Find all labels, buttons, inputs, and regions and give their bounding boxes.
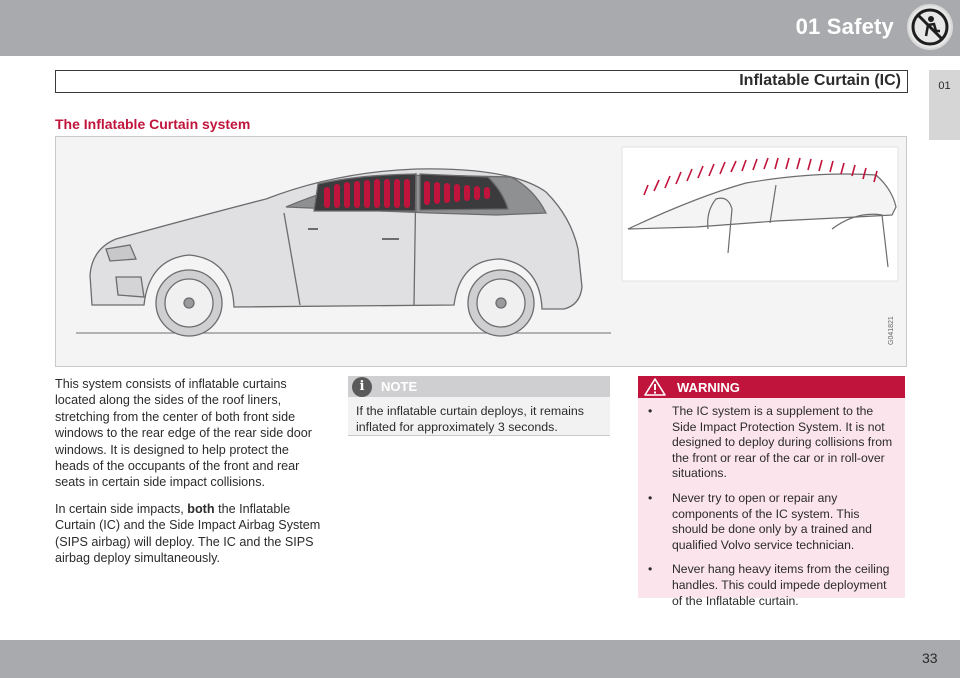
paragraph-2-lead: In certain side impacts,	[55, 501, 188, 516]
bullet-icon: •	[648, 490, 653, 505]
section-heading: The Inflatable Curtain system	[55, 116, 251, 132]
note-text: If the inflatable curtain deploys, it remains inflated for approximately 3 seconds.	[356, 404, 584, 434]
chapter-title: 01 Safety	[795, 14, 894, 39]
page-number: 33	[922, 650, 938, 666]
figure-code: G041821	[888, 316, 895, 345]
note-header	[348, 376, 610, 397]
paragraph-2-bold: both	[187, 501, 215, 516]
note-title: NOTE	[381, 379, 418, 394]
note-box	[348, 376, 610, 436]
warning-item-text: Never try to open or repair any components of the IC system. This should be done only by a trained and qualified Volvo service technician.	[672, 490, 872, 552]
warning-item	[648, 491, 897, 553]
section-title: Inflatable Curtain (IC)	[739, 72, 901, 89]
section-title-bar	[55, 70, 908, 93]
seatbelt-safety-icon	[907, 4, 953, 50]
warning-header	[638, 376, 905, 398]
warning-item	[648, 562, 897, 609]
body-text-column	[55, 376, 325, 576]
curtain-detail-inset	[622, 147, 898, 281]
warning-item-text: The IC system is a supplement to the Side Impact Protection System. It is not designed to deploy during collisions from the front or rear of the car or in roll-over situations.	[672, 404, 893, 481]
chapter-side-tab[interactable]	[929, 70, 960, 140]
warning-title: WARNING	[677, 380, 740, 395]
car-illustration	[55, 136, 907, 367]
paragraph-2-rest: the Inflatable Curtain (IC) and the Side Impact Airbag System (SIPS airbag) will deploy. The IC and the SIPS airbag deploy simultaneously.	[55, 501, 321, 566]
warning-item-text: Never hang heavy items from the ceiling handles. This could impede deployment of the Inflatable curtain.	[672, 562, 890, 608]
car-side-view	[76, 169, 611, 336]
warning-triangle-icon	[644, 378, 666, 401]
body-paragraph-1: This system consists of inflatable curtains located along the sides of the roof liners, stretching from the center of both front side windows to the rear edge of the rear side door windows. It is designed to help protect the heads of the occupants of the front and rear seats in certain side impact collisions.	[55, 377, 312, 490]
warning-list	[638, 398, 905, 609]
side-tab-label: 01	[938, 80, 951, 92]
bullet-icon: •	[648, 562, 653, 577]
warning-box	[638, 376, 905, 608]
warning-item	[648, 404, 897, 482]
footer-band	[0, 640, 960, 678]
bullet-icon: •	[648, 404, 653, 418]
info-icon: i	[352, 377, 372, 397]
body-paragraph-2	[55, 501, 325, 567]
